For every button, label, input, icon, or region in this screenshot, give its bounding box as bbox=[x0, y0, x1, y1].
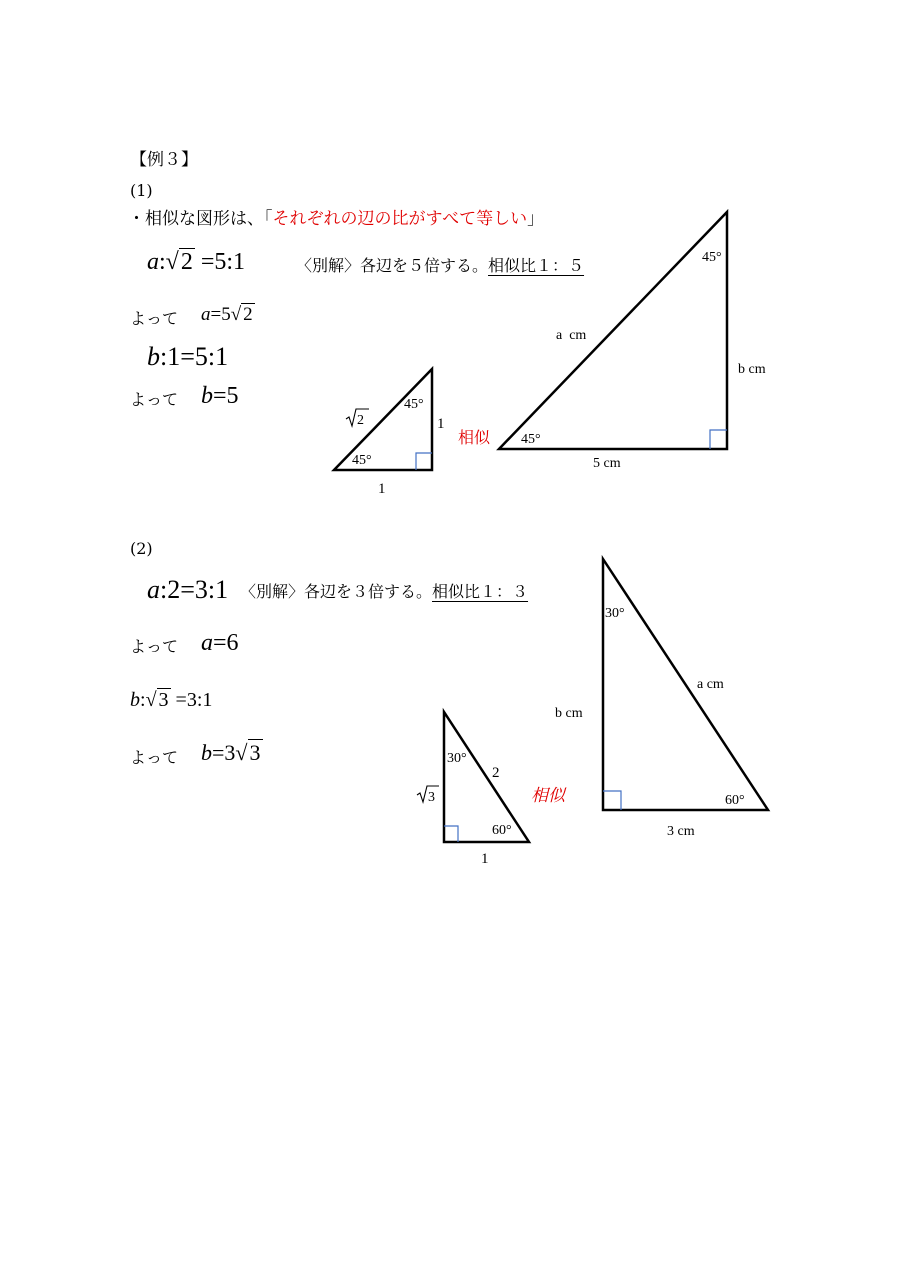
therefore-label: よって bbox=[130, 390, 179, 409]
side-3cm-label: 3 cm bbox=[667, 824, 695, 839]
sqrt-radicand: 2 bbox=[357, 413, 364, 428]
angle-60: 60° bbox=[725, 793, 745, 808]
part2-answer-b: b=3√3 bbox=[201, 740, 261, 765]
sqrt-radicand: 3 bbox=[428, 790, 435, 805]
side-1-bottom: 1 bbox=[481, 851, 489, 867]
hypotenuse-label: a cm bbox=[697, 677, 724, 692]
alt-prefix: 〈別解〉各辺を５倍する。 bbox=[296, 256, 489, 275]
angle-60: 60° bbox=[492, 823, 512, 838]
sqrt-2: √2 bbox=[165, 249, 193, 275]
therefore-label: よって bbox=[130, 748, 179, 767]
sqrt-2: √ 2 bbox=[230, 304, 253, 325]
alt-prefix: 〈別解〉各辺を３倍する。 bbox=[240, 582, 433, 601]
large-30-60-triangle bbox=[603, 559, 768, 810]
sqrt-3: √ 3 bbox=[145, 689, 169, 711]
similarity-rule-suffix: 」 bbox=[527, 209, 545, 229]
side-1-right: 1 bbox=[437, 416, 445, 432]
example-title: 【例３】 bbox=[130, 150, 198, 170]
side-5cm-label: 5 cm bbox=[593, 456, 621, 471]
part1-label: (1) bbox=[130, 181, 153, 200]
similarity-rule-prefix: ・相似な図形は、「 bbox=[128, 209, 273, 229]
angle-45-top: 45° bbox=[702, 250, 722, 265]
side-b-label: b cm bbox=[555, 706, 583, 721]
therefore-label: よって bbox=[130, 637, 179, 656]
colon: : bbox=[159, 249, 166, 275]
part2-label: (2) bbox=[130, 539, 153, 558]
side-1-bottom: 1 bbox=[378, 481, 386, 497]
part1-answer-a: a=5√ 2 bbox=[201, 304, 253, 325]
hypotenuse-label: a cm bbox=[556, 328, 587, 343]
similar-label: 相似 bbox=[458, 428, 491, 447]
right-angle-mark bbox=[444, 826, 458, 842]
part2-eq-a: a:2=3:1 bbox=[147, 575, 229, 604]
part2-eq-b: b:√ 3 =3:1 bbox=[130, 689, 213, 711]
sqrt-3: √3 bbox=[235, 740, 261, 765]
side-sqrt-3 bbox=[417, 786, 439, 805]
small-30-60-triangle bbox=[444, 712, 529, 842]
var-a: a bbox=[147, 249, 159, 275]
similarity-rule-emphasis: それぞれの辺の比がすべて等しい bbox=[272, 209, 528, 229]
part1-eq-b: b:1=5:1 bbox=[147, 342, 229, 371]
similarity-ratio: 相似比１：５ bbox=[488, 256, 585, 275]
right-angle-mark bbox=[603, 791, 621, 810]
similar-label: 相似 bbox=[531, 786, 565, 806]
angle-45-top: 45° bbox=[404, 397, 424, 412]
angle-45-left: 45° bbox=[521, 432, 541, 447]
eq-rest: =5:1 bbox=[194, 249, 246, 275]
part1-answer-b: b=5 bbox=[201, 383, 239, 409]
part2-answer-a: a=6 bbox=[201, 630, 239, 656]
angle-30: 30° bbox=[447, 751, 467, 766]
side-b-label: b cm bbox=[738, 362, 766, 377]
hypotenuse-2: 2 bbox=[492, 765, 500, 781]
angle-45-left: 45° bbox=[352, 453, 372, 468]
similarity-ratio: 相似比１：３ bbox=[432, 582, 529, 601]
angle-30: 30° bbox=[605, 606, 625, 621]
therefore-label: よって bbox=[130, 309, 179, 328]
